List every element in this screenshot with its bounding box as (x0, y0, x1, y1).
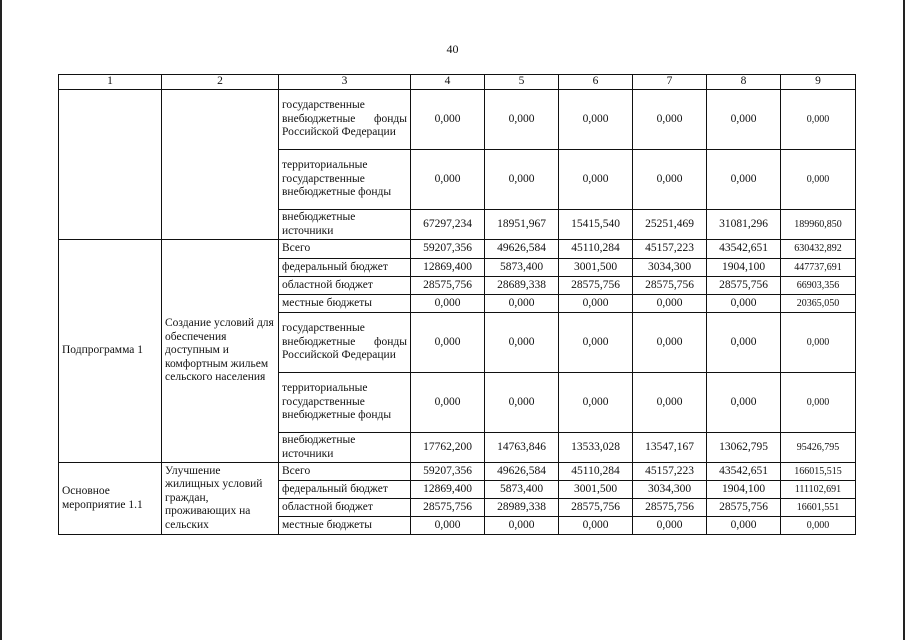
value-cell: 28575,756 (633, 499, 707, 517)
value-cell: 1904,100 (707, 259, 781, 277)
value-cell: 3034,300 (633, 481, 707, 499)
value-cell: 67297,234 (411, 210, 485, 240)
value-cell: 49626,584 (485, 463, 559, 481)
value-cell: 13547,167 (633, 433, 707, 463)
value-cell: 16601,551 (781, 499, 856, 517)
value-cell: 31081,296 (707, 210, 781, 240)
value-cell: 0,000 (633, 517, 707, 535)
table-body (59, 75, 856, 535)
value-cell: 0,000 (559, 517, 633, 535)
value-cell: 0,000 (485, 295, 559, 313)
value-cell: 15415,540 (559, 210, 633, 240)
header-cell: 4 (411, 75, 485, 90)
funding-source-cell: внебюджетные источники (279, 210, 411, 240)
program-name-cell: Основное мероприятие 1.1 (59, 463, 162, 535)
value-cell: 59207,356 (411, 240, 485, 259)
value-cell: 0,000 (411, 517, 485, 535)
value-cell: 12869,400 (411, 481, 485, 499)
value-cell: 0,000 (781, 150, 856, 210)
table-row (59, 90, 856, 150)
value-cell: 0,000 (559, 150, 633, 210)
value-cell: 3001,500 (559, 259, 633, 277)
value-cell: 28575,756 (559, 277, 633, 295)
value-cell: 28575,756 (707, 499, 781, 517)
page-number: 40 (446, 42, 459, 56)
value-cell: 0,000 (411, 313, 485, 373)
value-cell: 1904,100 (707, 481, 781, 499)
funding-source-cell: областной бюджет (279, 277, 411, 295)
header-cell: 2 (162, 75, 279, 90)
value-cell: 0,000 (411, 373, 485, 433)
value-cell: 45157,223 (633, 463, 707, 481)
header-row (59, 75, 856, 90)
value-cell: 0,000 (559, 295, 633, 313)
value-cell: 0,000 (781, 90, 856, 150)
value-cell: 43542,651 (707, 240, 781, 259)
value-cell: 59207,356 (411, 463, 485, 481)
funding-source-cell: государственные внебюджетные фонды Российской Федерации (279, 90, 411, 150)
header-cell: 6 (559, 75, 633, 90)
value-cell: 28689,338 (485, 277, 559, 295)
value-cell: 5873,400 (485, 259, 559, 277)
table-row (59, 463, 856, 481)
header-cell: 7 (633, 75, 707, 90)
value-cell: 13533,028 (559, 433, 633, 463)
value-cell: 0,000 (411, 90, 485, 150)
value-cell: 0,000 (707, 313, 781, 373)
funding-source-cell: местные бюджеты (279, 295, 411, 313)
funding-source-cell: Всего (279, 240, 411, 259)
header-cell: 1 (59, 75, 162, 90)
header-cell: 9 (781, 75, 856, 90)
value-cell: 0,000 (633, 90, 707, 150)
value-cell: 13062,795 (707, 433, 781, 463)
value-cell: 0,000 (781, 373, 856, 433)
budget-table (58, 74, 856, 535)
value-cell: 45110,284 (559, 463, 633, 481)
header-cell: 8 (707, 75, 781, 90)
value-cell: 0,000 (485, 373, 559, 433)
value-cell: 14763,846 (485, 433, 559, 463)
value-cell: 0,000 (485, 150, 559, 210)
value-cell: 447737,691 (781, 259, 856, 277)
funding-source-cell: внебюджетные источники (279, 433, 411, 463)
value-cell: 95426,795 (781, 433, 856, 463)
value-cell: 12869,400 (411, 259, 485, 277)
program-name-cell (59, 90, 162, 240)
funding-source-cell: федеральный бюджет (279, 259, 411, 277)
value-cell: 0,000 (633, 295, 707, 313)
value-cell: 28575,756 (707, 277, 781, 295)
value-cell: 0,000 (485, 517, 559, 535)
program-description-cell: Улучшение жилищных условий граждан, проживающих на сельских (162, 463, 279, 535)
value-cell: 189960,850 (781, 210, 856, 240)
funding-source-cell: территориальные государственные внебюджетные фонды (279, 150, 411, 210)
funding-source-cell: государственные внебюджетные фонды Российской Федерации (279, 313, 411, 373)
value-cell: 0,000 (411, 295, 485, 313)
value-cell: 0,000 (559, 90, 633, 150)
value-cell: 45157,223 (633, 240, 707, 259)
table-row (59, 240, 856, 259)
value-cell: 20365,050 (781, 295, 856, 313)
funding-source-cell: федеральный бюджет (279, 481, 411, 499)
value-cell: 28575,756 (411, 499, 485, 517)
value-cell: 0,000 (633, 313, 707, 373)
value-cell: 49626,584 (485, 240, 559, 259)
value-cell: 0,000 (707, 295, 781, 313)
value-cell: 0,000 (633, 150, 707, 210)
funding-source-cell: областной бюджет (279, 499, 411, 517)
value-cell: 0,000 (411, 150, 485, 210)
value-cell: 45110,284 (559, 240, 633, 259)
header-cell: 5 (485, 75, 559, 90)
value-cell: 0,000 (559, 313, 633, 373)
value-cell: 0,000 (559, 373, 633, 433)
value-cell: 28575,756 (411, 277, 485, 295)
value-cell: 0,000 (707, 150, 781, 210)
value-cell: 0,000 (485, 313, 559, 373)
value-cell: 630432,892 (781, 240, 856, 259)
value-cell: 0,000 (633, 373, 707, 433)
value-cell: 18951,967 (485, 210, 559, 240)
value-cell: 3001,500 (559, 481, 633, 499)
value-cell: 28989,338 (485, 499, 559, 517)
funding-source-cell: территориальные государственные внебюджетные фонды (279, 373, 411, 433)
scan-left-edge (0, 0, 2, 640)
value-cell: 3034,300 (633, 259, 707, 277)
value-cell: 0,000 (707, 517, 781, 535)
program-description-cell: Создание условий для обеспечения доступным и комфортным жильем сельского населения (162, 240, 279, 463)
value-cell: 0,000 (707, 90, 781, 150)
value-cell: 111102,691 (781, 481, 856, 499)
value-cell: 25251,469 (633, 210, 707, 240)
value-cell: 5873,400 (485, 481, 559, 499)
value-cell: 166015,515 (781, 463, 856, 481)
value-cell: 0,000 (781, 313, 856, 373)
value-cell: 0,000 (485, 90, 559, 150)
value-cell: 28575,756 (633, 277, 707, 295)
value-cell: 0,000 (707, 373, 781, 433)
value-cell: 66903,356 (781, 277, 856, 295)
value-cell: 28575,756 (559, 499, 633, 517)
value-cell: 17762,200 (411, 433, 485, 463)
value-cell: 0,000 (781, 517, 856, 535)
funding-source-cell: местные бюджеты (279, 517, 411, 535)
program-description-cell (162, 90, 279, 240)
program-name-cell: Подпрограмма 1 (59, 240, 162, 463)
value-cell: 43542,651 (707, 463, 781, 481)
funding-source-cell: Всего (279, 463, 411, 481)
header-cell: 3 (279, 75, 411, 90)
